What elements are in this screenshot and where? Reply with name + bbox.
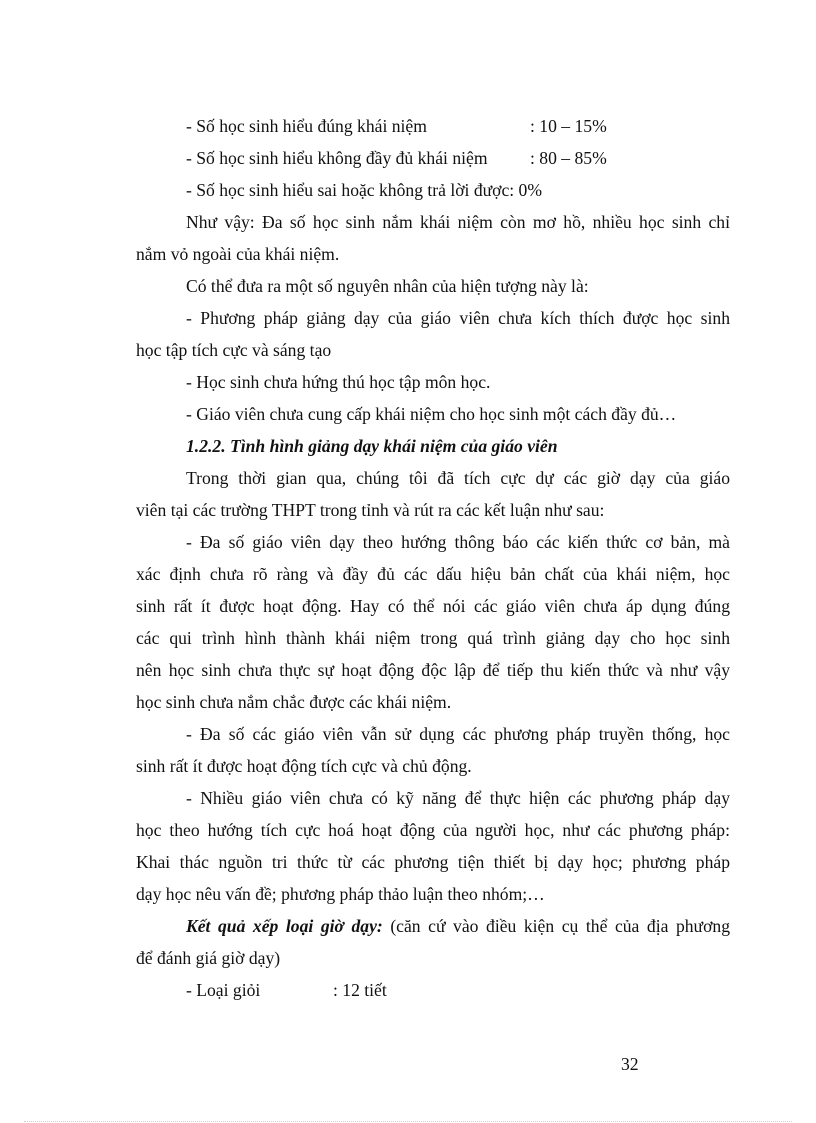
page-number: 32 [621,1054,639,1074]
results-line [136,910,730,942]
paragraph-line: học sinh chưa nắm chắc được các khái niệm. [136,692,452,712]
cause-line: - Học sinh chưa hứng thú học tập môn học. [186,372,491,392]
grade-label: - Loại giỏi [186,980,261,1000]
document-body [136,110,730,1006]
conclusion-line: Như vậy: Đa số học sinh nắm khái niệm còn mơ hồ, nhiều học sinh chỉ [186,212,730,232]
causes-intro: Có thể đưa ra một số nguyên nhân của hiện tượng này là: [186,276,589,296]
paragraph-line: các qui trình hình thành khái niệm trong quá trình giảng dạy cho học sinh [136,628,730,648]
paragraph-line: nên học sinh chưa thực sự hoạt động độc lập để tiếp thu kiến thức và như vậy [136,660,730,680]
cause-line: học tập tích cực và sáng tạo [136,340,332,360]
results-line: để đánh giá giờ dạy) [136,948,281,968]
results-text: (căn cứ vào điều kiện cụ thể của địa phương [382,916,730,936]
paragraph-line: sinh rất ít được hoạt động. Hay có thể nói các giáo viên chưa áp dụng đúng [136,596,730,616]
conclusion-line: nắm vỏ ngoài của khái niệm. [136,244,340,264]
stat-line [136,142,730,174]
page-bottom-rule [24,1121,792,1122]
stat-value: : 10 – 15% [530,116,607,136]
grade-line [136,974,730,1006]
stat-label: - Số học sinh hiểu đúng khái niệm [186,116,427,136]
stat-line: - Số học sinh hiểu sai hoặc không trả lời được: 0% [186,180,543,200]
paragraph-line: Trong thời gian qua, chúng tôi đã tích cực dự các giờ dạy của giáo [186,468,730,488]
stat-value: : 80 – 85% [530,148,607,168]
paragraph-line: sinh rất ít được hoạt động tích cực và chủ động. [136,756,472,776]
grade-value: : 12 tiết [333,980,387,1000]
paragraph-line: - Đa số giáo viên dạy theo hướng thông báo các kiến thức cơ bản, mà [186,532,730,552]
paragraph-line: viên tại các trường THPT trong tỉnh và rút ra các kết luận như sau: [136,500,605,520]
results-label: Kết quả xếp loại giờ dạy: [186,916,383,936]
cause-line: - Giáo viên chưa cung cấp khái niệm cho học sinh một cách đầy đủ… [186,404,677,424]
stat-label: - Số học sinh hiểu không đầy đủ khái niệm [186,148,488,168]
paragraph-line: - Đa số các giáo viên vẫn sử dụng các phương pháp truyền thống, học [186,724,730,744]
paragraph-line: - Nhiều giáo viên chưa có kỹ năng để thực hiện các phương pháp dạy [186,788,730,808]
stat-line [136,110,730,142]
paragraph-line: học theo hướng tích cực hoá hoạt động của người học, như các phương pháp: [136,820,730,840]
paragraph-line: dạy học nêu vấn đề; phương pháp thảo luận theo nhóm;… [136,884,545,904]
section-heading: 1.2.2. Tình hình giảng dạy khái niệm của giáo viên [186,436,558,456]
cause-line: - Phương pháp giảng dạy của giáo viên chưa kích thích được học sinh [186,308,730,328]
paragraph-line: Khai thác nguồn tri thức từ các phương tiện thiết bị dạy học; phương pháp [136,852,730,872]
paragraph-line: xác định chưa rõ ràng và đầy đủ các dấu hiệu bản chất của khái niệm, học [136,564,730,584]
